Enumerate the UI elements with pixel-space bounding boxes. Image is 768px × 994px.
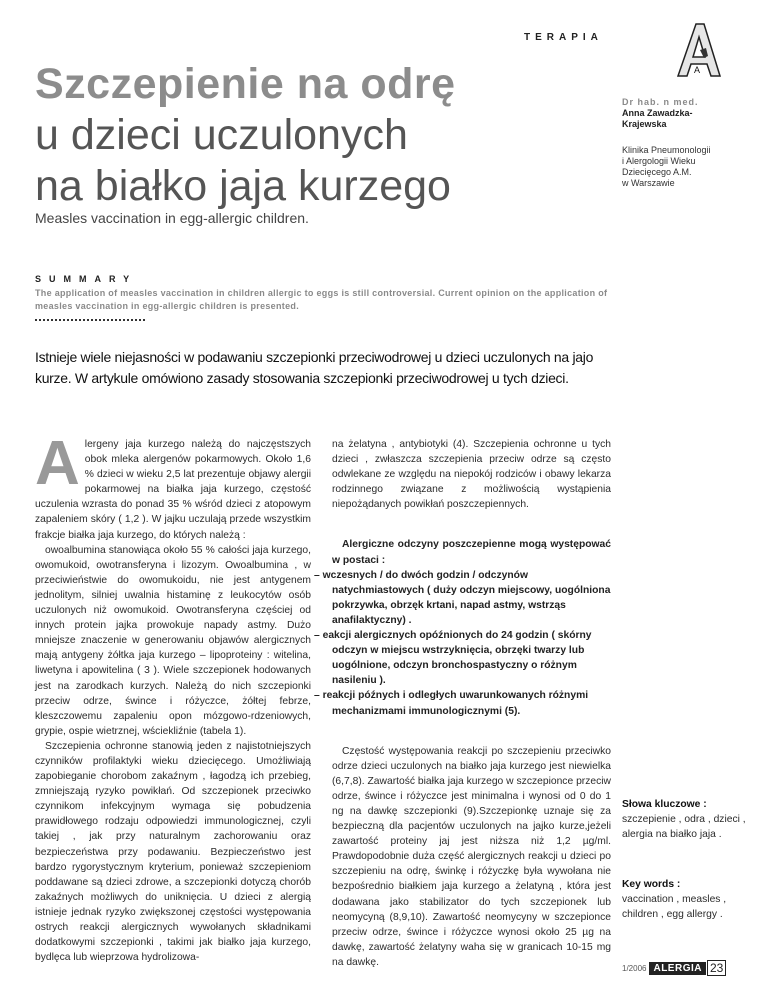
keywords-english-label: Key words : (622, 879, 681, 890)
author-name-line-2: Krajewska (622, 119, 667, 129)
author-affiliation (622, 145, 757, 189)
paragraph: Częstość występowania reakcji po szczepieniu przeciwko odrze dzieci uczulonych na białko jaja kurzego jest niewielka (6,7,8). Zawartość białka jaja kurzego w szczepionce przeciw odrze, śwince i różyczce jest minimalna i wynosi od 0 do 1 ng na dawkę szczepionki (9).Szczepionkę uznaje się za bezpieczną dla pacjentów uczulonych na jajko kurze,jeżeli zawartość proteiny jaj jest niższa niż 1,2 µg/ml. Prawdopodobnie duża część alergicznych reakcji u dzieci po szczepieniu na odrę, świnkę i różyczkę była wywołana nie bezpośrednio białkiem jaja kurzego a żelatyną , która jest dodawana jako stabilizator do tych szczepionek lub neomycyną (8,9,10). Zawartość neomycyny w szczepionce przeciw odrze, śwince i różyczce wynosi około 25 µg na dawkę, zawartość żelatyny waha się w granicach 10-15 mg na dawkę. (332, 745, 611, 968)
paragraph: na żelatyna , antybiotyki (4). Szczepienia ochronne u tych dzieci , zwłaszcza szczepienia przeciw odrze są często odwlekane ze względu na niepokój rodziców i obawy lekarza rodzinnego związane z możliwością wystąpienia niepożądanych powikłań poszczepiennych. (332, 439, 611, 511)
paragraph: Szczepienia ochronne stanowią jeden z najistotniejszych czynników profilaktyki wieku dziecięcego. Umożliwiają zapobieganie chorobom zakaźnym , łagodzą ich przebieg, zmniejszają ryzyko powikłań. Od szczepionek przeciwko czynnikom infekcyjnym wymaga się pobudzenia prawidłowego rodzaju odpowiedzi immunologicznej, czyli takiej , jak przy naturalnym zachorowaniu oraz bezpieczeństwa przy podawaniu. Bezpieczeństwo jest bardzo rygorystycznym kryterium, ponieważ szczepieniom poddawane są dzieci zdrowe, a szczepionki dotyczą chorób zakaźnych możliwych do uniknięcia. U dzieci z alergią istnieje jednak ryzyko zwiększonej częstości występowania ostrych reakcji alergicznych wywołanych składnikami dodatkowymi szczepionki , takimi jak białko jaja kurzego, bydlęca lub wieprzowa hydrolizowa- (35, 740, 311, 964)
affiliation-line: i Alergologii Wieku (622, 156, 696, 166)
journal-name: ALERGIA (649, 962, 706, 975)
dotted-divider (35, 319, 145, 321)
keywords-english-text: vaccination , measles , children , egg allergy . (622, 894, 727, 920)
paragraph: lergeny jaja kurzego należą do najczęstszych obok mleka alergenów pokarmowych. Około 1,6 % dzieci w wieku 2,5 lat prezentuje objawy alergii pokarmowej na białka jaja kurzego, częstość uczulenia wzrasta do ponad 35 % wśród dzieci z atopowym zapaleniem skóry ( 1,2 ). W jajku uczulają przede wszystkim frakcje białka jaja kurzego, do których należą : (35, 439, 311, 541)
author-block (622, 97, 757, 189)
body-column-2 (314, 437, 611, 970)
author-degree: Dr hab. n med. (622, 97, 699, 107)
lead-paragraph: Istnieje wiele niejasności w podawaniu szczepionki przeciwodrowej u dzieci uczulonych na jajo kurze. W artykule omówiono zasady stosowania szczepionki przeciwodrowej u tych dzieci. (35, 349, 594, 386)
keywords-polish-text: szczepienie , odra , dzieci , alergia na białko jaja . (622, 814, 746, 840)
list-intro: Alergiczne odczyny poszczepienne mogą występować w postaci : (332, 539, 611, 566)
list-item: – reakcji późnych i odległych uwarunkowanych różnymi mechanizmami immunologicznymi (5). (314, 690, 589, 717)
paragraph: owoalbumina stanowiąca około 55 % całości jaja kurzego, owomukoid, owotransferyna i lizozym. Owoalbumina , w przeciwieństwie do owomukoidu, nie jest antygenem jednolitym, silniej uwalnia histaminę z leukocytów osób uczulonych niż owomukoid. Owotransferyna częściej od innych protein jajka prowokuje napady astmy. Dużo mniejsze znaczenie w generowaniu objawów alergicznych mają antygeny żółtka jaja kurzego – lipoproteiny : witelina, liwetyna i apowitelina ( 3 ). Wiele szczepionek hodowanych jest na zarodkach kurzych. Należą do nich szczepionki przeciw odrze, śwince i różyczce, żółtej febrze, kleszczowemu zapaleniu opon mózgowo-rdzeniowych, grypie, ospie wietrznej, wściekliźnie (tabela 1). (35, 544, 311, 737)
page-number: 23 (707, 960, 726, 976)
page-footer (622, 960, 726, 976)
keywords-english (622, 877, 762, 922)
affiliation-line: Dziecięcego A.M. (622, 167, 692, 177)
summary-label: SUMMARY (35, 274, 138, 284)
journal-logo-icon (670, 20, 726, 80)
list-item: – eakcji alergicznych opóźnionych do 24 godzin ( skórny odczyn w miejscu wstrzyknięcia, obrzęki twarzy lub uogólnione, odczyn bronchospastyczny o różnym nasileniu ). (314, 630, 592, 687)
title-lines-2-3 (35, 110, 451, 212)
affiliation-line: Klinika Pneumonologii (622, 145, 711, 155)
list-item: – wczesnych / do dwóch godzin / odczynów natychmiastowych ( duży odczyn miejscowy, uogólniona pokrzywka, obrzęk krtani, napad astmy, wstrząs anafilaktyczny) . (314, 569, 611, 626)
title-line-2: u dzieci uczulonych (35, 111, 408, 159)
title-line-3: na białko jaja kurzego (35, 162, 451, 210)
section-label: TERAPIA (524, 32, 603, 43)
issue-number: 1/2006 (622, 963, 647, 973)
logo-letter: A (694, 65, 701, 75)
author-name-line-1: Anna Zawadzka- (622, 108, 693, 118)
english-subtitle: Measles vaccination in egg-allergic children. (35, 210, 309, 226)
keywords-polish-label: Słowa kluczowe : (622, 799, 707, 810)
affiliation-line: w Warszawie (622, 178, 675, 188)
summary-text: The application of measles vaccination in children allergic to eggs is still controversial. Current opinion on the application of measles vaccination in egg-allergic children is presented. (35, 288, 608, 311)
keywords-polish (622, 797, 762, 842)
drop-cap: A (35, 429, 80, 498)
body-column-1 (35, 429, 311, 965)
title-line-1: Szczepienie na odrę (35, 60, 456, 108)
